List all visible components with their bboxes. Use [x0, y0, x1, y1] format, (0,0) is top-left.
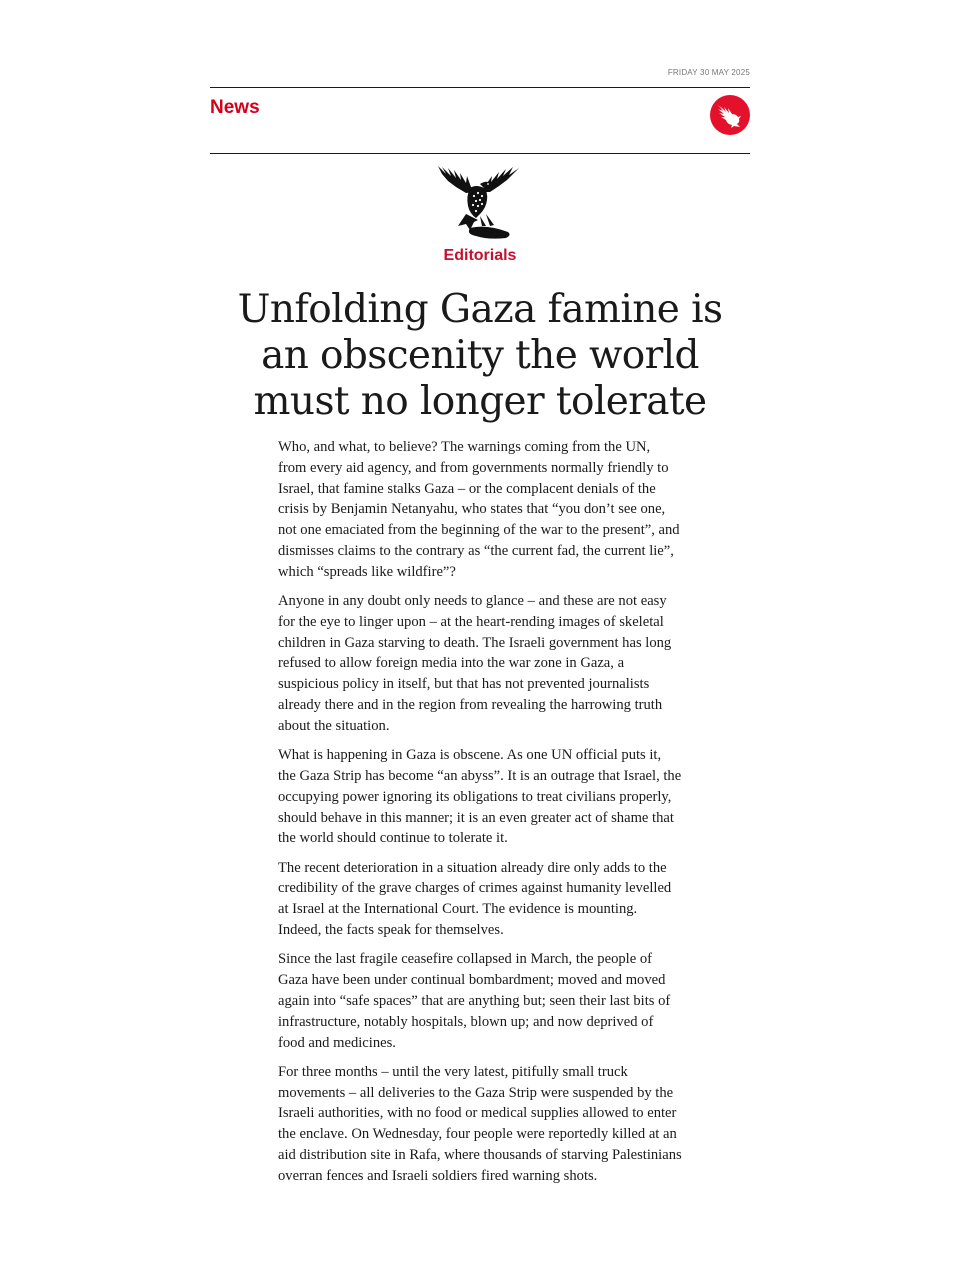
article-kicker: Editorials	[443, 247, 517, 264]
article-paragraph: For three months – until the very latest, pitifully small truck movements – all deliveries to the Gaza Strip were suspended by the Israeli authorities, with no food or medical supplies allowed to enter the enclave. On Wednesday, four people were reportedly killed at an aid distribution site in Rafa, where thousands of starving Palestinians overran fences and Israeli soldiers fired warning shots.	[278, 1063, 682, 1184]
header-bottom-rule	[210, 153, 750, 154]
article-paragraph: Who, and what, to believe? The warnings coming from the UN, from every aid agency, and from governments normally friendly to Israel, that famine stalks Gaza – or the complacent denials of the crisis by Benjamin Netanyahu, who states that “you don’t see one, not one emaciated from the beginning of the war to the present”, and dismisses claims to the contrary as “the current fad, the current lie”, which “spreads like wildfire”?	[278, 439, 680, 580]
article-paragraph: Anyone in any doubt only needs to glance – and these are not easy for the eye to linger upon – at the heart-rending images of skeletal children in Gaza starving to death. The Israeli government has long refused to allow foreign media into the war zone in Gaza, a suspicious policy in itself, but that has not prevented journalists already there and in the region from revealing the harrowing truth about the situation.	[278, 593, 672, 734]
article-paragraph: The recent deterioration in a situation already dire only adds to the credibility of the grave charges of crimes against humanity levelled at Israel at the International Court. The evidence is mounting. Indeed, the facts speak for themselves.	[278, 859, 672, 939]
header-top-rule	[210, 87, 750, 88]
section-label[interactable]: News	[210, 97, 260, 118]
eagle-logo-icon[interactable]	[710, 95, 750, 135]
article-paragraph: What is happening in Gaza is obscene. As one UN official puts it, the Gaza Strip has become “an abyss”. It is an outrage that Israel, the occupying power ignoring its obligations to treat civilians properly, should behave in this manner; it is an even greater act of shame that the world should continue to tolerate it.	[278, 747, 682, 847]
article-headline: Unfolding Gaza famine is an obscenity the world must no longer tolerate	[237, 287, 723, 424]
article-paragraph: Since the last fragile ceasefire collapsed in March, the people of Gaza have been under continual bombardment; moved and moved again into “safe spaces” that are anything but; seen their last bits of infrastructure, notably hospitals, blown up; and now deprived of food and medicines.	[278, 951, 671, 1051]
issue-date: FRIDAY 30 MAY 2025	[667, 68, 750, 77]
eagle-icon	[436, 162, 524, 242]
article-body	[278, 437, 682, 1195]
